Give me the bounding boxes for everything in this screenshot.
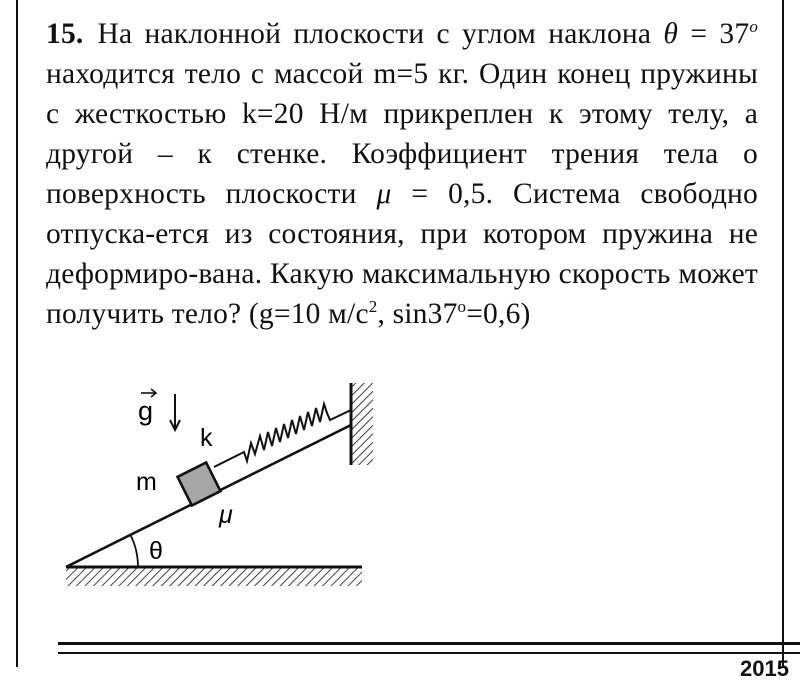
- footer-rule-thin: [58, 652, 800, 654]
- squared-symbol: 2: [368, 297, 378, 317]
- problem-text-part-3: . Система свободно отпуска-ется из состояния, при котором пружина не деформиро-вана. Какую максимальную скорость может получить тело? (g=10 м/с: [46, 178, 758, 330]
- mu-label: μ: [219, 501, 233, 529]
- problem-text-part-1: На наклонной плоскости с углом наклона: [97, 18, 652, 50]
- degree-symbol-2: o: [457, 297, 467, 317]
- problem-text-part-5: =0,6): [466, 298, 531, 330]
- g-label: g: [138, 396, 154, 426]
- theta-symbol: θ: [663, 18, 679, 50]
- theta-label: θ: [149, 537, 163, 565]
- problem-number: 15.: [46, 18, 84, 50]
- mu-symbol: μ: [376, 178, 392, 210]
- m-label: m: [136, 468, 157, 496]
- k-label: k: [200, 424, 213, 452]
- theta-value: = 37: [678, 18, 750, 50]
- block-mass: [178, 463, 221, 506]
- wall-hatching: [351, 383, 373, 465]
- footer-year: 2015: [740, 656, 789, 681]
- ground-hatching: [66, 567, 362, 586]
- mu-value: = 0,5: [391, 178, 486, 210]
- angle-arc: [131, 535, 139, 567]
- footer-rule-thick: [58, 642, 800, 645]
- problem-text-part-4: , sin37: [377, 298, 458, 330]
- degree-symbol: o: [749, 17, 759, 37]
- problem-text-part-2: находится тело с массой m=5 кг. Один конец пружины с жесткостью k=20 Н/м прикреплен к этому телу, а другой – к стенке. Коэффициент трения тела о поверхность плоскости: [46, 58, 758, 210]
